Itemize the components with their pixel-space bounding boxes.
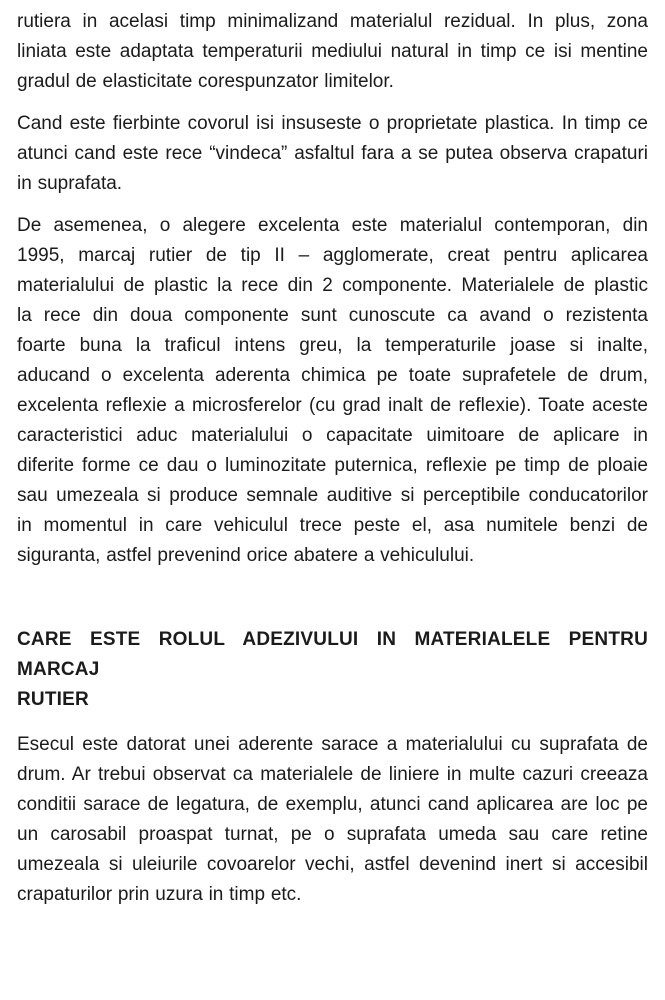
text-line: in suprafata. (17, 173, 123, 194)
text-line: la rece din doua componente sunt cunoscute ca avand o rezistenta (17, 305, 648, 326)
section-heading (17, 625, 648, 715)
text-line: conditii sarace de legatura, de exemplu, atunci cand aplicarea are loc pe (17, 794, 648, 815)
text-line: sau umezeala si produce semnale auditive si perceptibile conducatorilor (17, 485, 648, 506)
text-line: drum. Ar trebui observat ca materialele de liniere in multe cazuri creeaza (17, 764, 648, 785)
text-line: atunci cand este rece “vindeca” asfaltul fara a se putea observa crapaturi (17, 143, 648, 164)
text-line: De asemenea, o alegere excelenta este materialul contemporan, din (17, 215, 648, 236)
heading-line: CARE ESTE ROLUL ADEZIVULUI IN MATERIALELE PENTRU MARCAJ (17, 629, 648, 680)
text-line: Esecul este datorat unei aderente sarace a materialului cu suprafata de (17, 734, 648, 755)
text-line: un carosabil proaspat turnat, pe o suprafata umeda sau care retine (17, 824, 648, 845)
text-line: gradul de elasticitate corespunzator limitelor. (17, 71, 394, 92)
text-line: rutiera in acelasi timp minimalizand materialul rezidual. In plus, zona (17, 11, 648, 32)
text-line: umezeala si uleiurile covoarelor vechi, astfel devenind inert si accesibil (17, 854, 648, 875)
text-line: in momentul in care vehiculul trece peste el, asa numitele benzi de (17, 515, 648, 536)
body-paragraph (17, 7, 648, 97)
body-paragraph (17, 211, 648, 571)
body-paragraph (17, 109, 648, 199)
text-line: excelenta reflexie a microsferelor (cu grad inalt de reflexie). Toate aceste (17, 395, 648, 416)
body-paragraph (17, 730, 648, 910)
heading-line: RUTIER (17, 689, 89, 710)
text-line: aducand o excelenta aderenta chimica pe toate suprafetele de drum, (17, 365, 648, 386)
text-line: foarte buna la traficul intens greu, la temperaturile joase si inalte, (17, 335, 648, 356)
text-line: crapaturilor prin uzura in timp etc. (17, 884, 302, 905)
text-line: siguranta, astfel prevenind orice abatere a vehiculului. (17, 545, 475, 566)
text-line: liniata este adaptata temperaturii mediului natural in timp ce isi mentine (17, 41, 648, 62)
text-line: Cand este fierbinte covorul isi insuseste o proprietate plastica. In timp ce (17, 113, 648, 134)
text-line: caracteristici aduc materialului o capacitate uimitoare de aplicare in (17, 425, 648, 446)
text-line: materialului de plastic la rece din 2 componente. Materialele de plastic (17, 275, 648, 296)
text-line: 1995, marcaj rutier de tip II – agglomerate, creat pentru aplicarea (17, 245, 648, 266)
text-line: diferite forme ce dau o luminozitate puternica, reflexie pe timp de ploaie (17, 455, 648, 476)
